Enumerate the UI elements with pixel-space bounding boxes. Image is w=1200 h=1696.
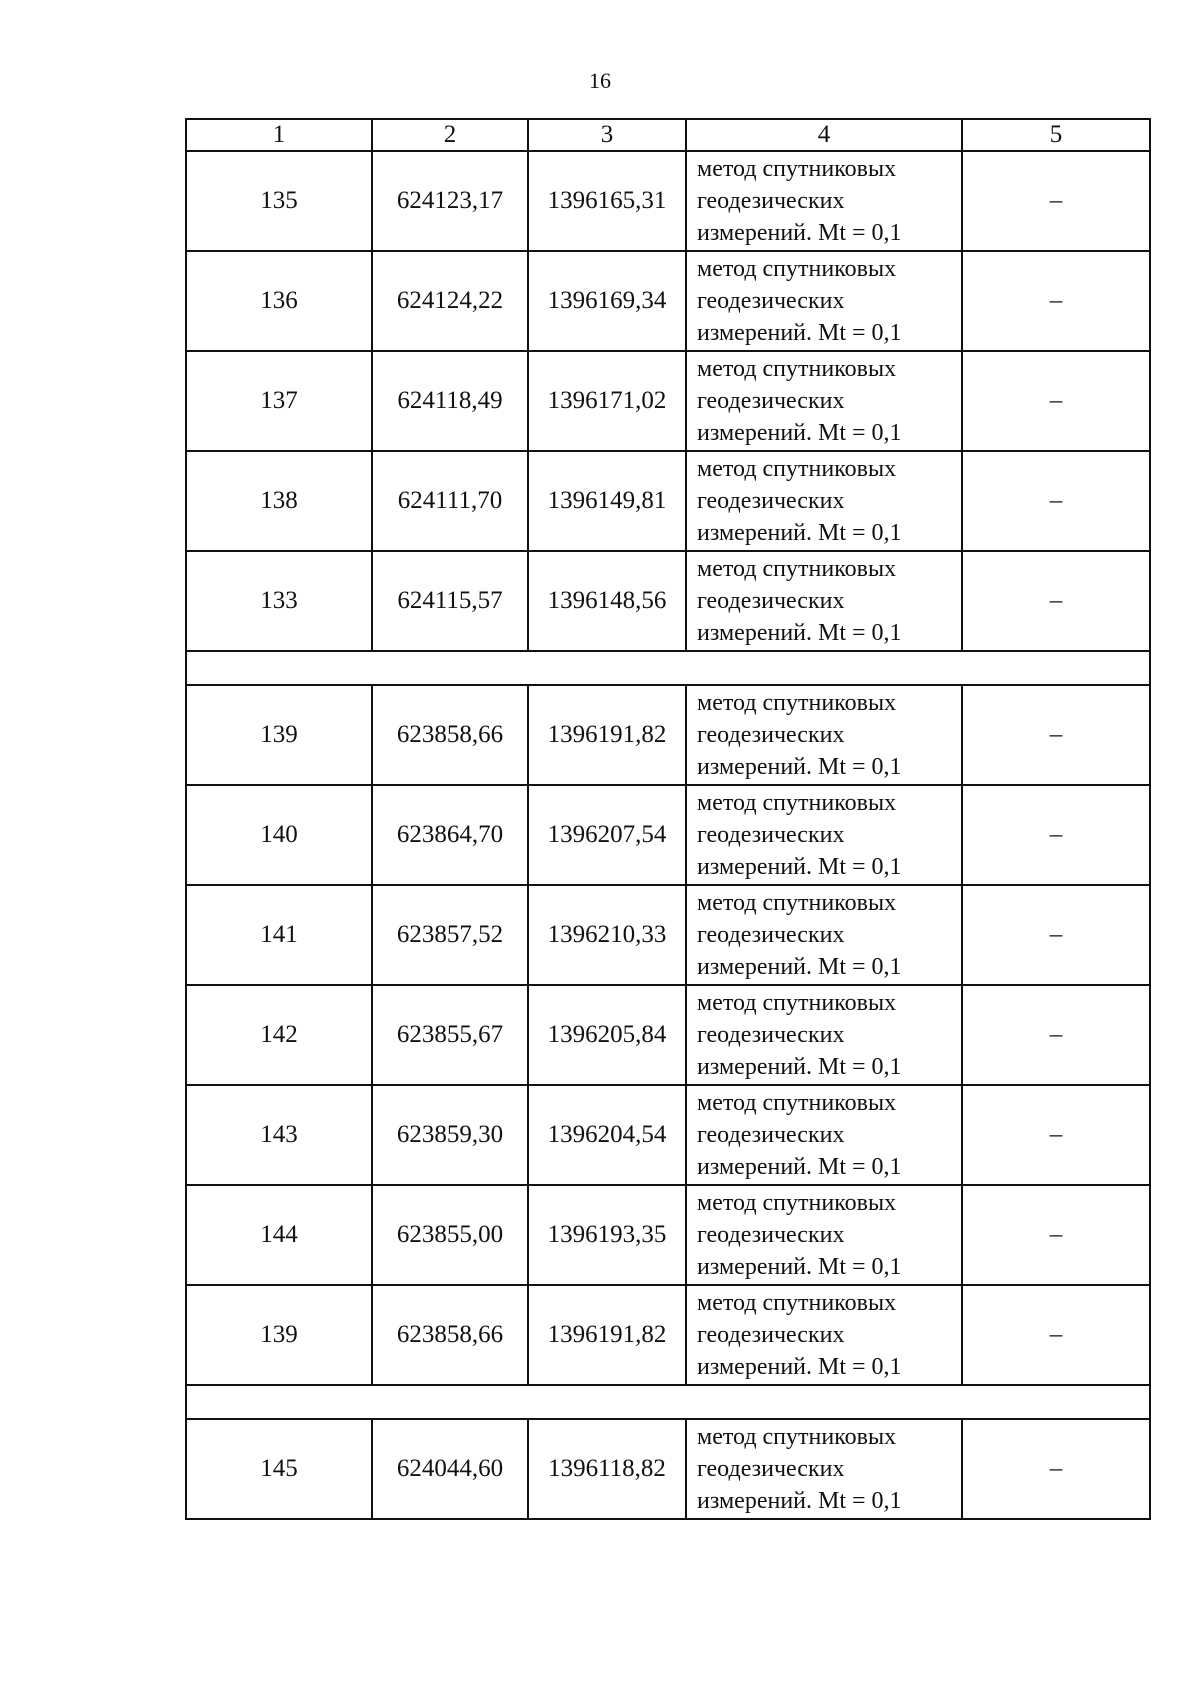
method-line: измерений. Mt = 0,1 xyxy=(697,754,902,780)
method-line: геодезических xyxy=(697,588,845,614)
table-row xyxy=(186,985,1150,1085)
table-row xyxy=(186,151,1150,251)
method-cell xyxy=(686,351,962,451)
y-coordinate-cell: 1396118,82 xyxy=(528,1419,686,1519)
x-coordinate-cell: 623864,70 xyxy=(372,785,528,885)
method-cell xyxy=(686,985,962,1085)
x-coordinate-cell: 623858,66 xyxy=(372,685,528,785)
method-line: метод спутниковых xyxy=(697,890,897,916)
y-coordinate-cell: 1396191,82 xyxy=(528,1285,686,1385)
x-coordinate-cell: 624118,49 xyxy=(372,351,528,451)
method-line: измерений. Mt = 0,1 xyxy=(697,1488,902,1514)
note-cell: – xyxy=(962,1085,1150,1185)
point-number-cell: 133 xyxy=(186,551,372,651)
point-number-cell: 144 xyxy=(186,1185,372,1285)
table-row xyxy=(186,785,1150,885)
table-row xyxy=(186,685,1150,785)
y-coordinate-cell: 1396207,54 xyxy=(528,785,686,885)
y-coordinate-cell: 1396191,82 xyxy=(528,685,686,785)
method-line: метод спутниковых xyxy=(697,790,897,816)
column-header: 4 xyxy=(686,119,962,151)
note-cell: – xyxy=(962,785,1150,885)
x-coordinate-cell: 624123,17 xyxy=(372,151,528,251)
table-row xyxy=(186,885,1150,985)
method-line: измерений. Mt = 0,1 xyxy=(697,220,902,246)
method-line: метод спутниковых xyxy=(697,256,897,282)
method-line: геодезических xyxy=(697,1122,845,1148)
point-number-cell: 143 xyxy=(186,1085,372,1185)
method-line: измерений. Mt = 0,1 xyxy=(697,620,902,646)
method-line: метод спутниковых xyxy=(697,356,897,382)
method-line: геодезических xyxy=(697,388,845,414)
point-number-cell: 137 xyxy=(186,351,372,451)
table-row xyxy=(186,251,1150,351)
note-cell: – xyxy=(962,985,1150,1085)
method-line: измерений. Mt = 0,1 xyxy=(697,320,902,346)
point-number-cell: 141 xyxy=(186,885,372,985)
y-coordinate-cell: 1396210,33 xyxy=(528,885,686,985)
note-cell: – xyxy=(962,1419,1150,1519)
point-number-cell: 136 xyxy=(186,251,372,351)
table-row xyxy=(186,451,1150,551)
point-number-cell: 142 xyxy=(186,985,372,1085)
method-line: геодезических xyxy=(697,1222,845,1248)
y-coordinate-cell: 1396149,81 xyxy=(528,451,686,551)
method-line: геодезических xyxy=(697,288,845,314)
column-header: 3 xyxy=(528,119,686,151)
y-coordinate-cell: 1396169,34 xyxy=(528,251,686,351)
method-line: метод спутниковых xyxy=(697,556,897,582)
column-header: 5 xyxy=(962,119,1150,151)
table-header-row xyxy=(186,119,1150,151)
method-line: измерений. Mt = 0,1 xyxy=(697,1154,902,1180)
method-line: метод спутниковых xyxy=(697,690,897,716)
method-line: измерений. Mt = 0,1 xyxy=(697,520,902,546)
point-number-cell: 139 xyxy=(186,685,372,785)
y-coordinate-cell: 1396148,56 xyxy=(528,551,686,651)
method-cell xyxy=(686,685,962,785)
method-cell xyxy=(686,785,962,885)
method-cell xyxy=(686,151,962,251)
method-line: геодезических xyxy=(697,1022,845,1048)
method-line: геодезических xyxy=(697,822,845,848)
method-line: геодезических xyxy=(697,722,845,748)
column-header: 2 xyxy=(372,119,528,151)
group-separator-cell xyxy=(186,651,1150,685)
x-coordinate-cell: 624044,60 xyxy=(372,1419,528,1519)
x-coordinate-cell: 623858,66 xyxy=(372,1285,528,1385)
group-separator-row xyxy=(186,1385,1150,1419)
method-cell xyxy=(686,551,962,651)
coordinates-table xyxy=(185,118,1151,1520)
y-coordinate-cell: 1396193,35 xyxy=(528,1185,686,1285)
table-row xyxy=(186,1419,1150,1519)
point-number-cell: 145 xyxy=(186,1419,372,1519)
x-coordinate-cell: 624115,57 xyxy=(372,551,528,651)
method-cell xyxy=(686,1085,962,1185)
method-line: измерений. Mt = 0,1 xyxy=(697,854,902,880)
note-cell: – xyxy=(962,151,1150,251)
method-cell xyxy=(686,451,962,551)
method-cell xyxy=(686,1285,962,1385)
method-line: измерений. Mt = 0,1 xyxy=(697,1354,902,1380)
point-number-cell: 135 xyxy=(186,151,372,251)
table-row xyxy=(186,1185,1150,1285)
y-coordinate-cell: 1396204,54 xyxy=(528,1085,686,1185)
note-cell: – xyxy=(962,451,1150,551)
method-line: метод спутниковых xyxy=(697,156,897,182)
point-number-cell: 138 xyxy=(186,451,372,551)
x-coordinate-cell: 623855,00 xyxy=(372,1185,528,1285)
note-cell: – xyxy=(962,685,1150,785)
group-separator-cell xyxy=(186,1385,1150,1419)
note-cell: – xyxy=(962,1185,1150,1285)
method-line: метод спутниковых xyxy=(697,1424,897,1450)
group-separator-row xyxy=(186,651,1150,685)
note-cell: – xyxy=(962,351,1150,451)
method-line: измерений. Mt = 0,1 xyxy=(697,1254,902,1280)
column-header: 1 xyxy=(186,119,372,151)
page-number: 16 xyxy=(589,68,611,93)
y-coordinate-cell: 1396205,84 xyxy=(528,985,686,1085)
method-line: метод спутниковых xyxy=(697,456,897,482)
method-line: метод спутниковых xyxy=(697,1190,897,1216)
note-cell: – xyxy=(962,1285,1150,1385)
method-cell xyxy=(686,251,962,351)
x-coordinate-cell: 623855,67 xyxy=(372,985,528,1085)
x-coordinate-cell: 623859,30 xyxy=(372,1085,528,1185)
table-row xyxy=(186,551,1150,651)
method-line: геодезических xyxy=(697,1456,845,1482)
table-row xyxy=(186,1285,1150,1385)
method-cell xyxy=(686,885,962,985)
x-coordinate-cell: 623857,52 xyxy=(372,885,528,985)
y-coordinate-cell: 1396171,02 xyxy=(528,351,686,451)
note-cell: – xyxy=(962,885,1150,985)
point-number-cell: 140 xyxy=(186,785,372,885)
method-line: измерений. Mt = 0,1 xyxy=(697,1054,902,1080)
method-cell xyxy=(686,1185,962,1285)
table-row xyxy=(186,351,1150,451)
point-number-cell: 139 xyxy=(186,1285,372,1385)
method-line: геодезических xyxy=(697,922,845,948)
method-line: геодезических xyxy=(697,188,845,214)
method-line: геодезических xyxy=(697,488,845,514)
table-row xyxy=(186,1085,1150,1185)
method-line: измерений. Mt = 0,1 xyxy=(697,954,902,980)
method-line: измерений. Mt = 0,1 xyxy=(697,420,902,446)
method-line: метод спутниковых xyxy=(697,990,897,1016)
method-line: геодезических xyxy=(697,1322,845,1348)
note-cell: – xyxy=(962,251,1150,351)
y-coordinate-cell: 1396165,31 xyxy=(528,151,686,251)
x-coordinate-cell: 624111,70 xyxy=(372,451,528,551)
method-line: метод спутниковых xyxy=(697,1090,897,1116)
note-cell: – xyxy=(962,551,1150,651)
method-line: метод спутниковых xyxy=(697,1290,897,1316)
x-coordinate-cell: 624124,22 xyxy=(372,251,528,351)
method-cell xyxy=(686,1419,962,1519)
